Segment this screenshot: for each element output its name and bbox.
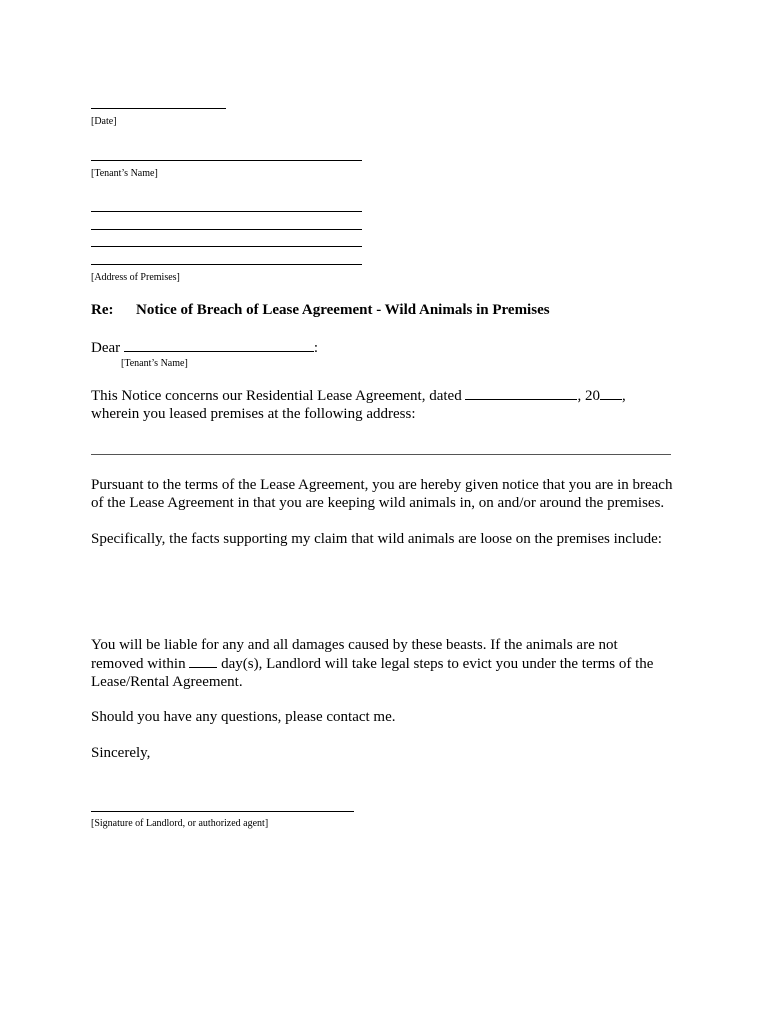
paragraph-4-line-1: You will be liable for any and all damages caused by these beasts. If the animals are not (91, 637, 618, 653)
signature-label: [Signature of Landlord, or authorized agent] (91, 818, 269, 829)
tenant-name-line[interactable] (91, 160, 362, 161)
date-label: [Date] (91, 116, 117, 127)
subject-line (91, 302, 550, 319)
sincerely-text: Sincerely, (91, 745, 151, 761)
paragraph-4 (91, 636, 711, 691)
paragraph-3: Specifically, the facts supporting my claim that wild animals are loose on the premises include: (91, 531, 662, 547)
address-line-1[interactable] (91, 211, 362, 212)
salutation-colon: : (313, 340, 319, 356)
lease-year-blank[interactable] (600, 386, 622, 400)
dear-text: Dear (91, 340, 121, 356)
paragraph-1 (91, 386, 691, 423)
paragraph-2-line-2: of the Lease Agreement in that you are keeping wild animals in, on and/or around the premises. (91, 495, 665, 511)
date-line[interactable] (91, 108, 226, 109)
subject-title: Notice of Breach of Lease Agreement - Wild Animals in Premises (136, 302, 550, 318)
paragraph-1-line-2: wherein you leased premises at the following address: (91, 406, 416, 422)
lease-notice-text: This Notice concerns our Residential Lease Agreement, dated (91, 388, 462, 404)
paragraph-4-line-3: Lease/Rental Agreement. (91, 674, 243, 690)
address-label: [Address of Premises] (91, 272, 180, 283)
address-line-4[interactable] (91, 264, 362, 265)
premises-address-line[interactable] (91, 454, 671, 455)
address-line-2[interactable] (91, 229, 362, 230)
year-prefix: , 20 (577, 388, 600, 404)
address-line-3[interactable] (91, 246, 362, 247)
paragraph-4-line-2 (91, 654, 711, 673)
removed-within-text: removed within (91, 656, 186, 672)
days-blank[interactable] (189, 654, 217, 668)
salutation (91, 338, 318, 357)
lease-date-blank[interactable] (465, 386, 577, 400)
paragraph-2 (91, 476, 711, 512)
paragraph-1-line-1 (91, 386, 691, 405)
tenant-name-label: [Tenant’s Name] (91, 168, 158, 179)
re-label: Re: (91, 302, 114, 318)
evict-text: day(s), Landlord will take legal steps to evict you under the terms of the (221, 656, 654, 672)
salutation-name-blank[interactable] (124, 338, 314, 352)
signature-line[interactable] (91, 811, 354, 812)
salutation-name-label: [Tenant’s Name] (121, 358, 188, 369)
lease-line-end: , (621, 388, 626, 404)
paragraph-2-line-1: Pursuant to the terms of the Lease Agreement, you are hereby given notice that you are in breach (91, 477, 673, 493)
paragraph-5: Should you have any questions, please contact me. (91, 709, 396, 725)
